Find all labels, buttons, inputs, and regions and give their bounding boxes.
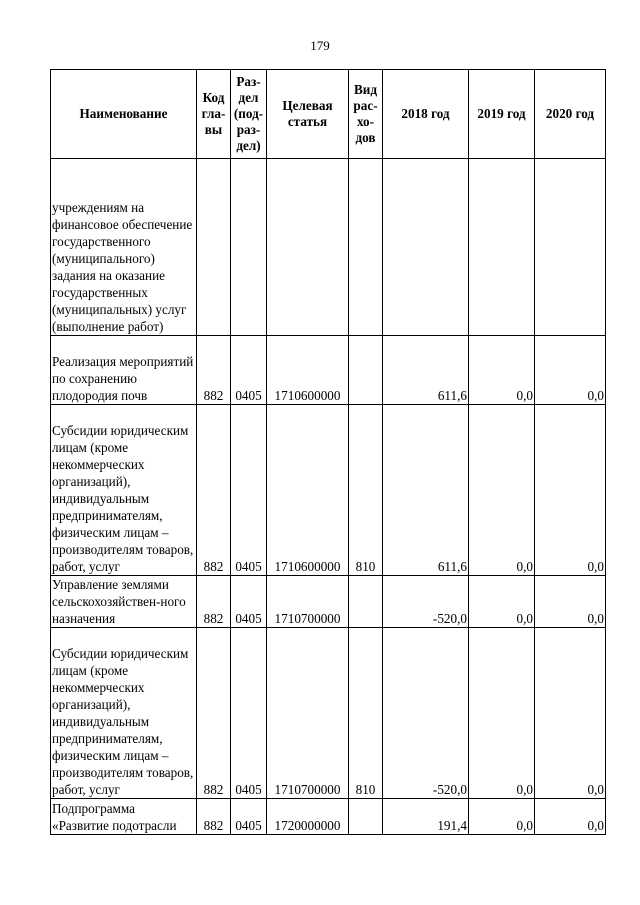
cell-2018: 191,4 — [383, 799, 469, 835]
cell-2020: 0,0 — [535, 576, 606, 628]
cell-chapter: 882 — [197, 336, 231, 405]
cell-2019: 0,0 — [469, 405, 535, 576]
cell-target: 1720000000 — [267, 799, 349, 835]
cell-name: учреждениям на финансовое обеспечение государственного (муниципального) задания на оказание государственных (муниципальных) услуг (выполнение работ) — [51, 159, 197, 336]
table-row — [51, 799, 606, 835]
header-name: Наименование — [51, 70, 197, 159]
table-row — [51, 405, 606, 576]
cell-2018: 611,6 — [383, 405, 469, 576]
page-number: 179 — [310, 38, 330, 53]
cell-target: 1710600000 — [267, 405, 349, 576]
cell-target: 1710700000 — [267, 576, 349, 628]
cell-type — [349, 336, 383, 405]
cell-name: Управление землями сельскохозяйствен-ного назначения — [51, 576, 197, 628]
cell-2018: -520,0 — [383, 628, 469, 799]
cell-name: Субсидии юридическим лицам (кроме некоммерческих организаций), индивидуальным предпринимателям, физическим лицам – производителям товаров, работ, услуг — [51, 405, 197, 576]
cell-chapter: 882 — [197, 628, 231, 799]
cell-name: Реализация мероприятий по сохранению плодородия почв — [51, 336, 197, 405]
header-2018: 2018 год — [383, 70, 469, 159]
cell-type — [349, 576, 383, 628]
cell-2020: 0,0 — [535, 628, 606, 799]
cell-2019: 0,0 — [469, 576, 535, 628]
cell-chapter: 882 — [197, 576, 231, 628]
cell-type — [349, 799, 383, 835]
cell-section: 0405 — [231, 628, 267, 799]
cell-2019: 0,0 — [469, 336, 535, 405]
cell-section: 0405 — [231, 799, 267, 835]
budget-table — [50, 69, 606, 835]
cell-name: Субсидии юридическим лицам (кроме некоммерческих организаций), индивидуальным предпринимателям, физическим лицам – производителям товаров, работ, услуг — [51, 628, 197, 799]
cell-2018: -520,0 — [383, 576, 469, 628]
header-expense-type: Вид рас- хо- дов — [349, 70, 383, 159]
cell-name: Подпрограмма «Развитие подотрасли — [51, 799, 197, 835]
header-chapter-code: Код гла- вы — [197, 70, 231, 159]
cell-2020: 0,0 — [535, 405, 606, 576]
cell-type: 810 — [349, 628, 383, 799]
cell-type — [349, 159, 383, 336]
cell-target: 1710600000 — [267, 336, 349, 405]
cell-2018 — [383, 159, 469, 336]
cell-2019: 0,0 — [469, 628, 535, 799]
header-row — [51, 70, 606, 159]
cell-chapter — [197, 159, 231, 336]
table-row — [51, 576, 606, 628]
cell-type: 810 — [349, 405, 383, 576]
cell-2019: 0,0 — [469, 799, 535, 835]
cell-2018: 611,6 — [383, 336, 469, 405]
header-section: Раз- дел (под- раз- дел) — [231, 70, 267, 159]
cell-2019 — [469, 159, 535, 336]
cell-2020 — [535, 159, 606, 336]
header-2019: 2019 год — [469, 70, 535, 159]
cell-2020: 0,0 — [535, 336, 606, 405]
cell-section — [231, 159, 267, 336]
header-target-item: Целевая статья — [267, 70, 349, 159]
cell-section: 0405 — [231, 576, 267, 628]
table-row — [51, 336, 606, 405]
header-2020: 2020 год — [535, 70, 606, 159]
cell-section: 0405 — [231, 336, 267, 405]
table-row — [51, 628, 606, 799]
cell-target — [267, 159, 349, 336]
cell-target: 1710700000 — [267, 628, 349, 799]
cell-chapter: 882 — [197, 405, 231, 576]
cell-chapter: 882 — [197, 799, 231, 835]
cell-section: 0405 — [231, 405, 267, 576]
cell-2020: 0,0 — [535, 799, 606, 835]
table-row — [51, 159, 606, 336]
